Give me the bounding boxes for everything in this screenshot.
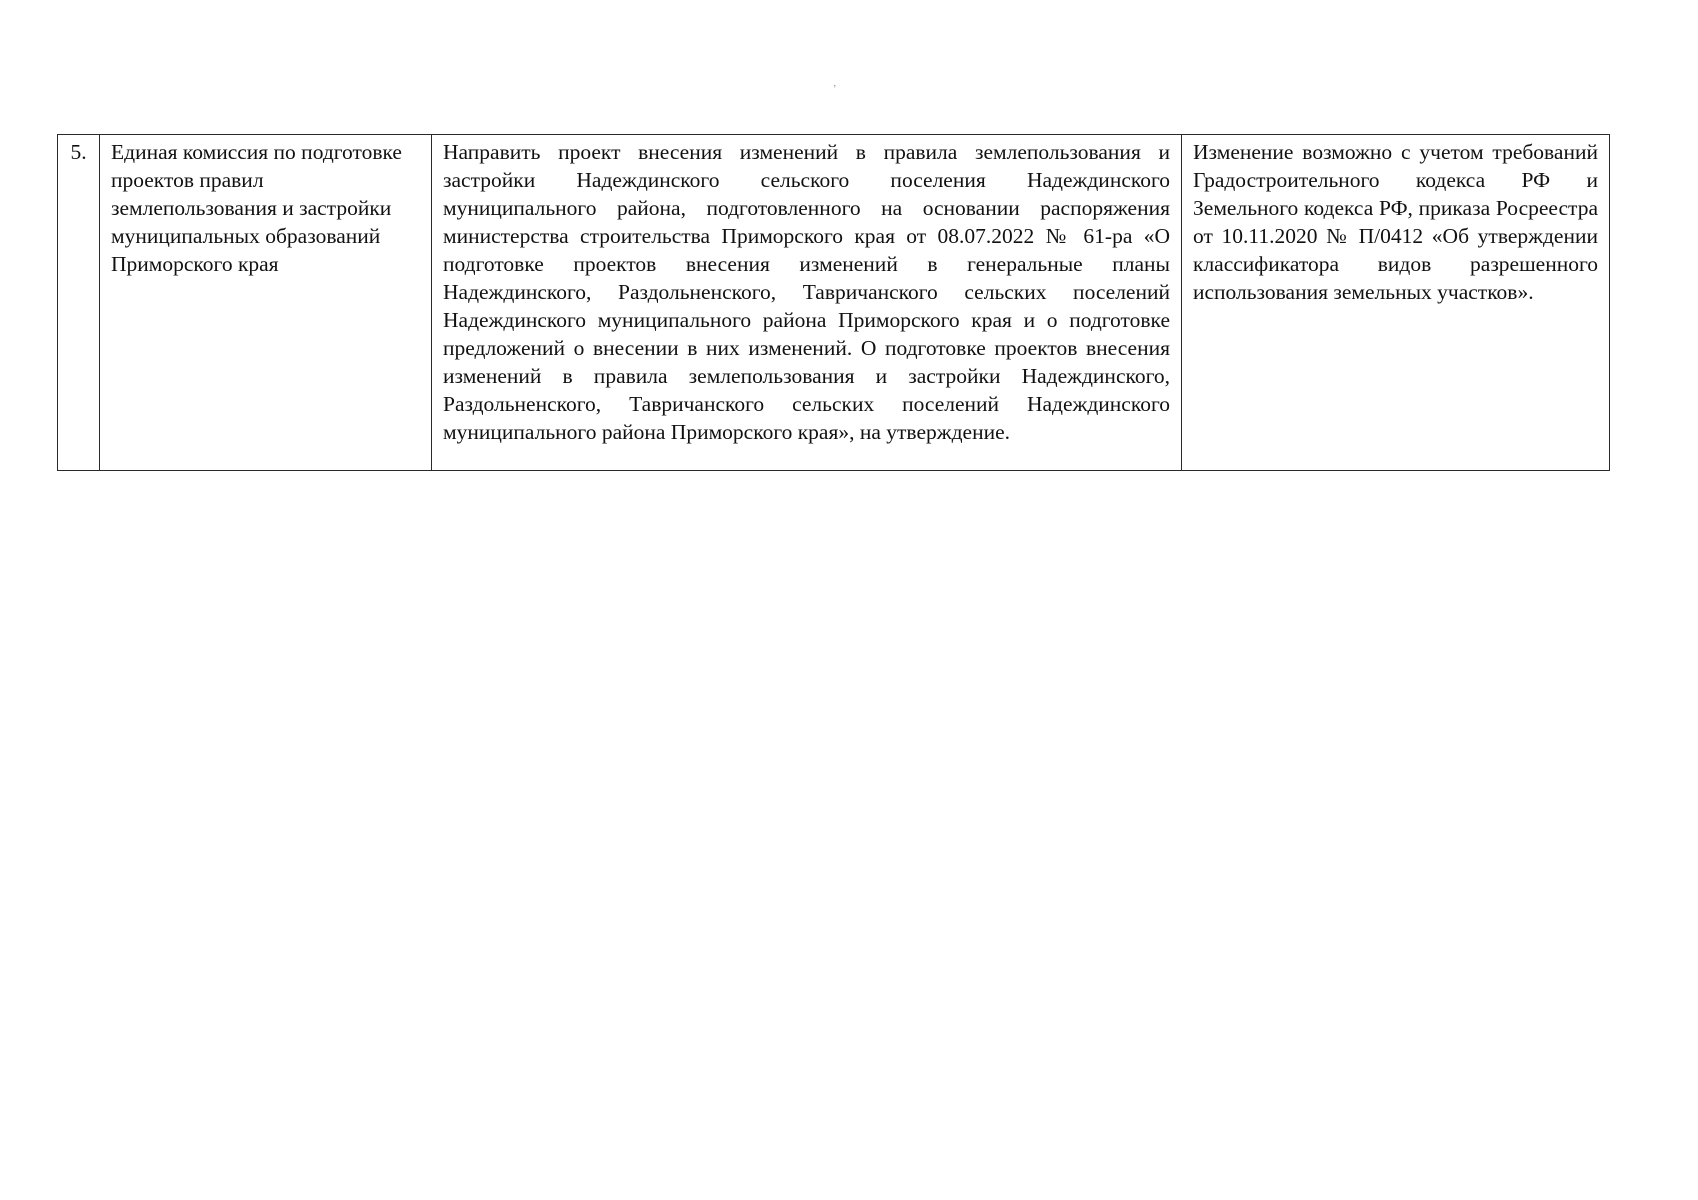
note-cell: Изменение возможно с учетом требований Градостроительного кодекса РФ и Земельного кодекса РФ, приказа Росреестра от 10.11.2020 № П/0412 «Об утверждении классификатора видов разрешенного использования земельных участков».: [1182, 135, 1610, 471]
row-number-cell: 5.: [58, 135, 100, 471]
organization-cell: Единая комиссия по подготовке проектов правил землепользования и застройки муниципальных образований Приморского края: [100, 135, 432, 471]
decision-table: [57, 134, 1610, 471]
decision-cell: Направить проект внесения изменений в правила землепользования и застройки Надеждинского сельского поселения Надеждинского муниципального района, подготовленного на основании распоряжения министерства строительства Приморского края от 08.07.2022 № 61-ра «О подготовке проектов внесения изменений в генеральные планы Надеждинского, Раздольненского, Тавричанского сельских поселений Надеждинского муниципального района Приморского края и о подготовке предложений о внесении в них изменений. О подготовке проектов внесения изменений в правила землепользования и застройки Надеждинского, Раздольненского, Тавричанского сельских поселений Надеждинского муниципального района Приморского края», на утверждение.: [432, 135, 1182, 471]
table-row: [58, 135, 1610, 471]
page-mark: ’: [833, 84, 837, 95]
